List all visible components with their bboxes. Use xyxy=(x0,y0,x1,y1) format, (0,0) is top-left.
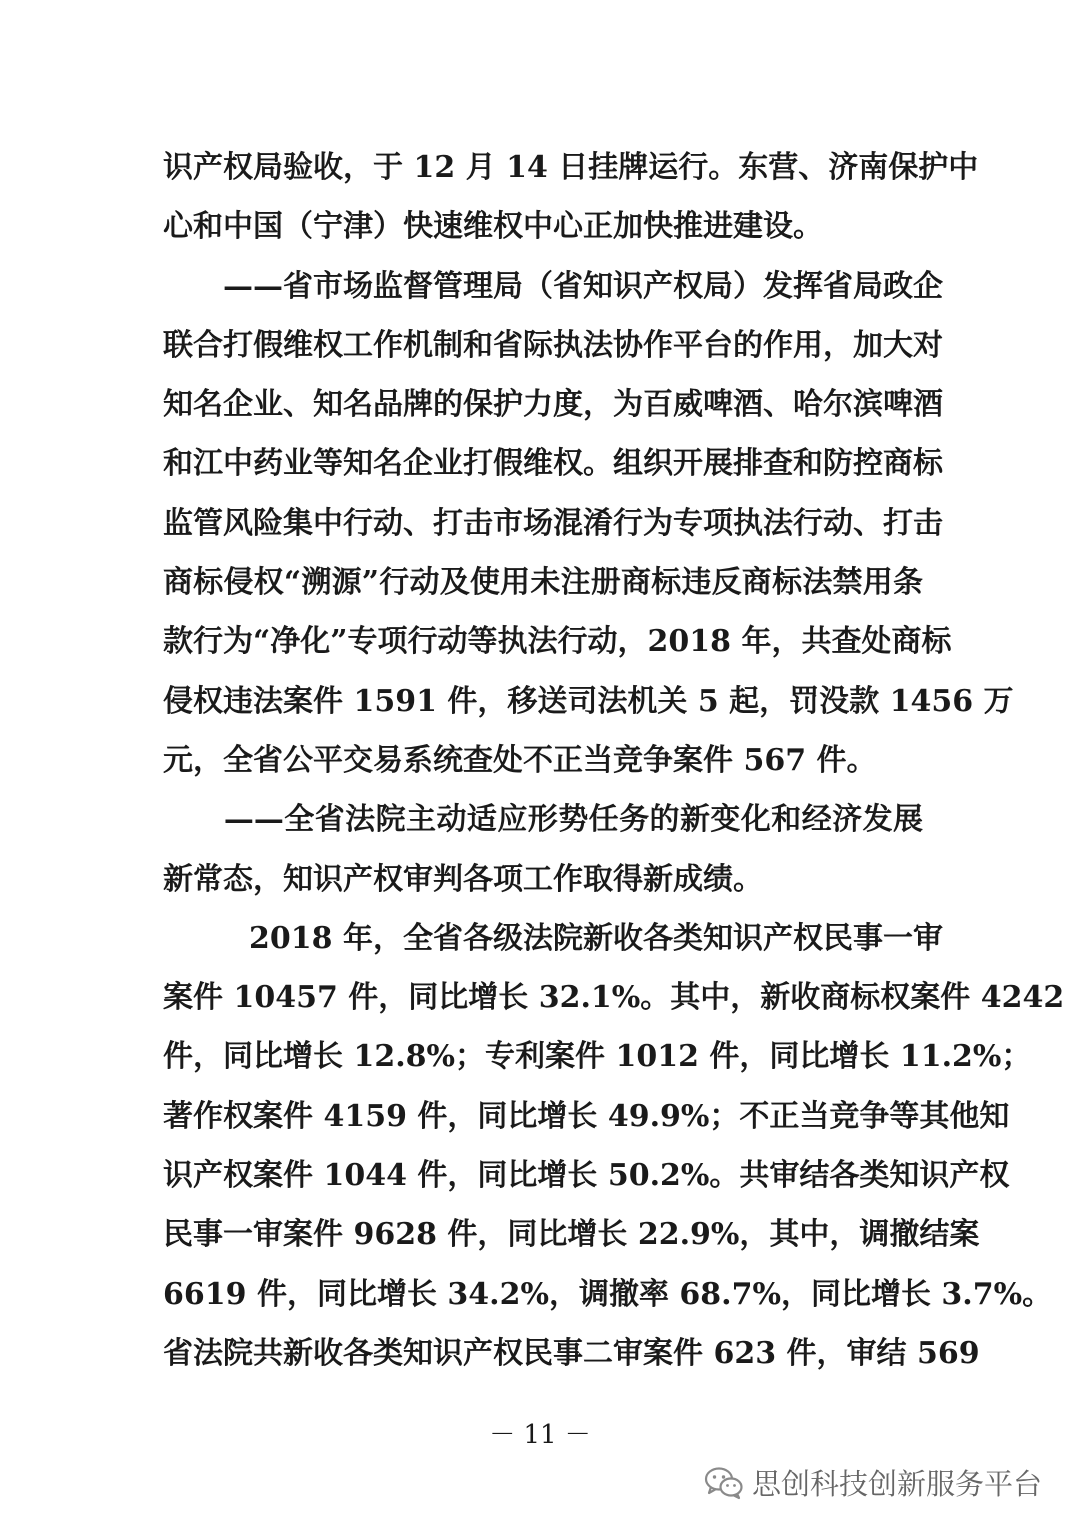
text-line: 识产权案件 1044 件，同比增长 50.2%。共审结各类知识产权 xyxy=(163,1158,1010,1194)
text-line: 和江中药业等知名企业打假维权。组织开展排查和防控商标 xyxy=(163,446,943,482)
watermark-text: 思创科技创新服务平台 xyxy=(751,1467,1042,1501)
text-line: 新常态，知识产权审判各项工作取得新成绩。 xyxy=(163,861,763,897)
body-text xyxy=(163,138,1065,1383)
bullet-paragraph-start xyxy=(163,909,943,968)
text-line: 侵权违法案件 1591 件，移送司法机关 5 起，罚没款 1456 万 xyxy=(163,683,1014,719)
wechat-icon xyxy=(704,1466,744,1500)
text-line: 心和中国（宁津）快速维权中心正加快推进建设。 xyxy=(163,209,823,245)
text-line: 款行为“净化”专项行动等执法行动，2018 年，共查处商标 xyxy=(163,624,952,660)
text-line: 案件 10457 件，同比增长 32.1%。其中，新收商标权案件 4242 xyxy=(163,980,1065,1016)
text-line: 商标侵权“溯源”行动及使用未注册商标违反商标法禁用条 xyxy=(163,565,923,601)
text-line: 省法院共新收各类知识产权民事二审案件 623 件，审结 569 xyxy=(163,1335,980,1371)
watermark xyxy=(704,1462,1042,1503)
text-line: 民事一审案件 9628 件，同比增长 22.9%，其中，调撤结案 xyxy=(163,1217,980,1253)
text-line: 著作权案件 4159 件，同比增长 49.9%；不正当竞争等其他知 xyxy=(163,1098,1010,1134)
text-line: 元，全省公平交易系统查处不正当竞争案件 567 件。 xyxy=(163,742,877,778)
text-line: ——全省法院主动适应形势任务的新变化和经济发展 xyxy=(163,802,923,838)
text-line: ——省市场监督管理局（省知识产权局）发挥省局政企 xyxy=(163,268,943,304)
text-line: 6619 件，同比增长 34.2%，调撤率 68.7%，同比增长 3.7%。 xyxy=(163,1276,1053,1312)
text-line: 知名企业、知名品牌的保护力度，为百威啤酒、哈尔滨啤酒 xyxy=(163,387,943,423)
text-line: 2018 年，全省各级法院新收各类知识产权民事一审 xyxy=(249,920,943,956)
text-line: 识产权局验收，于 12 月 14 日挂牌运行。东营、济南保护中 xyxy=(163,150,979,185)
text-line: 监管风险集中行动、打击市场混淆行为专项执法行动、打击 xyxy=(163,505,943,541)
text-line: 联合打假维权工作机制和省际执法协作平台的作用，加大对 xyxy=(163,327,943,363)
page-number: － 11 － xyxy=(489,1420,591,1450)
text-line: 件，同比增长 12.8%；专利案件 1012 件，同比增长 11.2%； xyxy=(163,1039,1032,1075)
